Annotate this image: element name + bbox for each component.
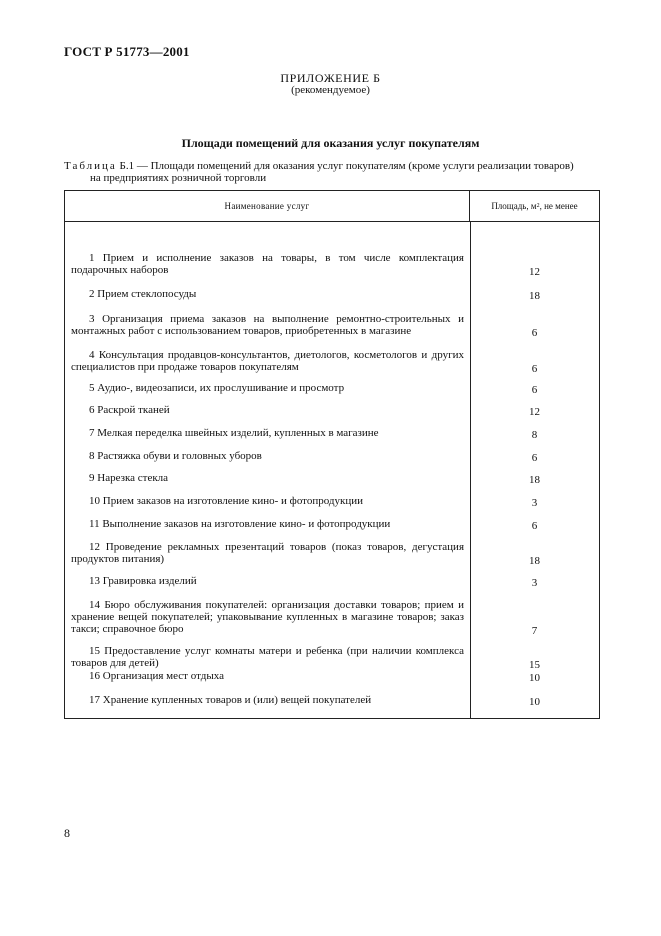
column-header-name: Наименование услуг <box>65 191 470 221</box>
document-code: ГОСТ Р 51773—2001 <box>64 44 190 59</box>
service-area-cell <box>470 288 599 302</box>
service-area-cell <box>470 382 599 396</box>
service-area: 3 <box>531 497 538 509</box>
column-header-area-tail: , не менее <box>539 201 578 211</box>
table-row <box>65 541 599 567</box>
service-name: 17 Хранение купленных товаров и (или) вещей покупателей <box>89 694 372 706</box>
service-area-cell <box>470 313 599 339</box>
service-area-cell <box>470 670 599 684</box>
service-name: 1 Прием и исполнение заказов на товары, в том числе комплектация подарочных наборов <box>71 252 464 276</box>
service-area: 6 <box>531 327 538 339</box>
services-table <box>64 190 600 719</box>
service-name: 12 Проведение рекламных презентаций товаров (показ товаров, дегустация продуктов питания) <box>71 541 464 565</box>
service-name-cell <box>65 670 470 684</box>
service-area: 6 <box>531 520 538 532</box>
table-caption-prefix: Таблица <box>64 160 117 172</box>
service-name: 6 Раскрой тканей <box>89 404 170 416</box>
service-name: 3 Организация приема заказов на выполнение ремонтно-строительных и монтажных работ с использованием товаров, приобретенных в магазине <box>71 313 464 337</box>
service-name-cell <box>65 575 470 589</box>
service-name: 16 Организация мест отдыха <box>89 670 224 682</box>
table-row <box>65 313 599 339</box>
service-name: 14 Бюро обслуживания покупателей: организация доставки товаров; прием и хранение вещей покупателей; упаковывание купленных в магазине товаров; заказ такси; справочное бюро <box>71 599 464 635</box>
service-area-cell <box>470 349 599 375</box>
table-row <box>65 575 599 589</box>
column-header-area-label: Площадь, м <box>491 201 537 211</box>
table-header <box>65 191 599 222</box>
service-area-cell <box>470 518 599 532</box>
service-name-cell <box>65 599 470 637</box>
service-area-cell <box>470 427 599 441</box>
table-row <box>65 645 599 671</box>
service-area-cell <box>470 495 599 509</box>
service-name-cell <box>65 349 470 375</box>
appendix-subtitle: (рекомендуемое) <box>291 84 370 96</box>
service-name-cell <box>65 288 470 302</box>
table-row <box>65 518 599 532</box>
service-name-cell <box>65 404 470 418</box>
service-area: 3 <box>531 577 538 589</box>
service-name-cell <box>65 645 470 671</box>
table-row <box>65 670 599 684</box>
table-caption <box>64 160 604 184</box>
service-area: 18 <box>529 290 540 302</box>
service-area: 6 <box>531 363 538 375</box>
service-area-cell <box>470 252 599 278</box>
service-area-cell <box>470 472 599 486</box>
table-row <box>65 450 599 464</box>
service-name: 2 Прием стеклопосуды <box>89 288 197 300</box>
table-row <box>65 599 599 637</box>
column-header-area <box>470 191 599 221</box>
service-name: 13 Гравировка изделий <box>89 575 197 587</box>
page-number: 8 <box>64 826 70 840</box>
service-area: 8 <box>531 429 538 441</box>
service-area-cell <box>470 575 599 589</box>
table-row <box>65 288 599 302</box>
service-name: 5 Аудио-, видеозаписи, их прослушивание и просмотр <box>89 382 345 394</box>
service-area: 7 <box>531 625 538 637</box>
table-row <box>65 349 599 375</box>
service-area-cell <box>470 450 599 464</box>
service-area: 10 <box>529 696 540 708</box>
service-area-cell <box>470 404 599 418</box>
table-row <box>65 694 599 708</box>
service-area-cell <box>470 645 599 671</box>
service-name-cell <box>65 427 470 441</box>
service-name-cell <box>65 541 470 567</box>
service-name-cell <box>65 495 470 509</box>
service-name-cell <box>65 252 470 278</box>
table-row <box>65 404 599 418</box>
service-name: 15 Предоставление услуг комнаты матери и ребенка (при наличии комплекса товаров для детей) <box>71 645 464 669</box>
service-area: 6 <box>531 384 538 396</box>
service-area: 6 <box>531 452 538 464</box>
service-name: 11 Выполнение заказов на изготовление кино- и фотопродукции <box>89 518 391 530</box>
service-area-cell <box>470 541 599 567</box>
service-name-cell <box>65 472 470 486</box>
service-name: 8 Растяжка обуви и головных уборов <box>89 450 262 462</box>
table-caption-line2: на предприятиях розничной торговли <box>90 172 267 184</box>
service-area: 18 <box>529 555 540 567</box>
service-area-cell <box>470 694 599 708</box>
service-area-cell <box>470 599 599 637</box>
table-caption-line1: Б.1 — Площади помещений для оказания услуг покупателям (кроме услуги реализации товаров) <box>116 160 574 172</box>
column-divider <box>470 222 471 718</box>
service-area: 10 <box>529 672 540 684</box>
service-area: 15 <box>529 659 540 671</box>
service-area: 12 <box>529 406 540 418</box>
column-header-area-sup: 2 <box>536 203 540 209</box>
table-row <box>65 382 599 396</box>
table-row <box>65 472 599 486</box>
appendix-title: ПРИЛОЖЕНИЕ Б <box>280 71 381 85</box>
table-row <box>65 252 599 278</box>
service-name-cell <box>65 518 470 532</box>
service-name: 7 Мелкая переделка швейных изделий, купленных в магазине <box>89 427 379 439</box>
service-name-cell <box>65 694 470 708</box>
table-row <box>65 495 599 509</box>
table-row <box>65 427 599 441</box>
section-title: Площади помещений для оказания услуг покупателям <box>181 136 480 150</box>
service-name: 4 Консультация продавцов-консультантов, диетологов, косметологов и других специалистов при продаже товаров покупателям <box>71 349 464 373</box>
service-name: 9 Нарезка стекла <box>89 472 169 484</box>
service-area: 18 <box>529 474 540 486</box>
service-name: 10 Прием заказов на изготовление кино- и фотопродукции <box>89 495 364 507</box>
service-name-cell <box>65 382 470 396</box>
service-name-cell <box>65 313 470 339</box>
service-area: 12 <box>529 266 540 278</box>
table-body <box>65 222 599 718</box>
service-name-cell <box>65 450 470 464</box>
